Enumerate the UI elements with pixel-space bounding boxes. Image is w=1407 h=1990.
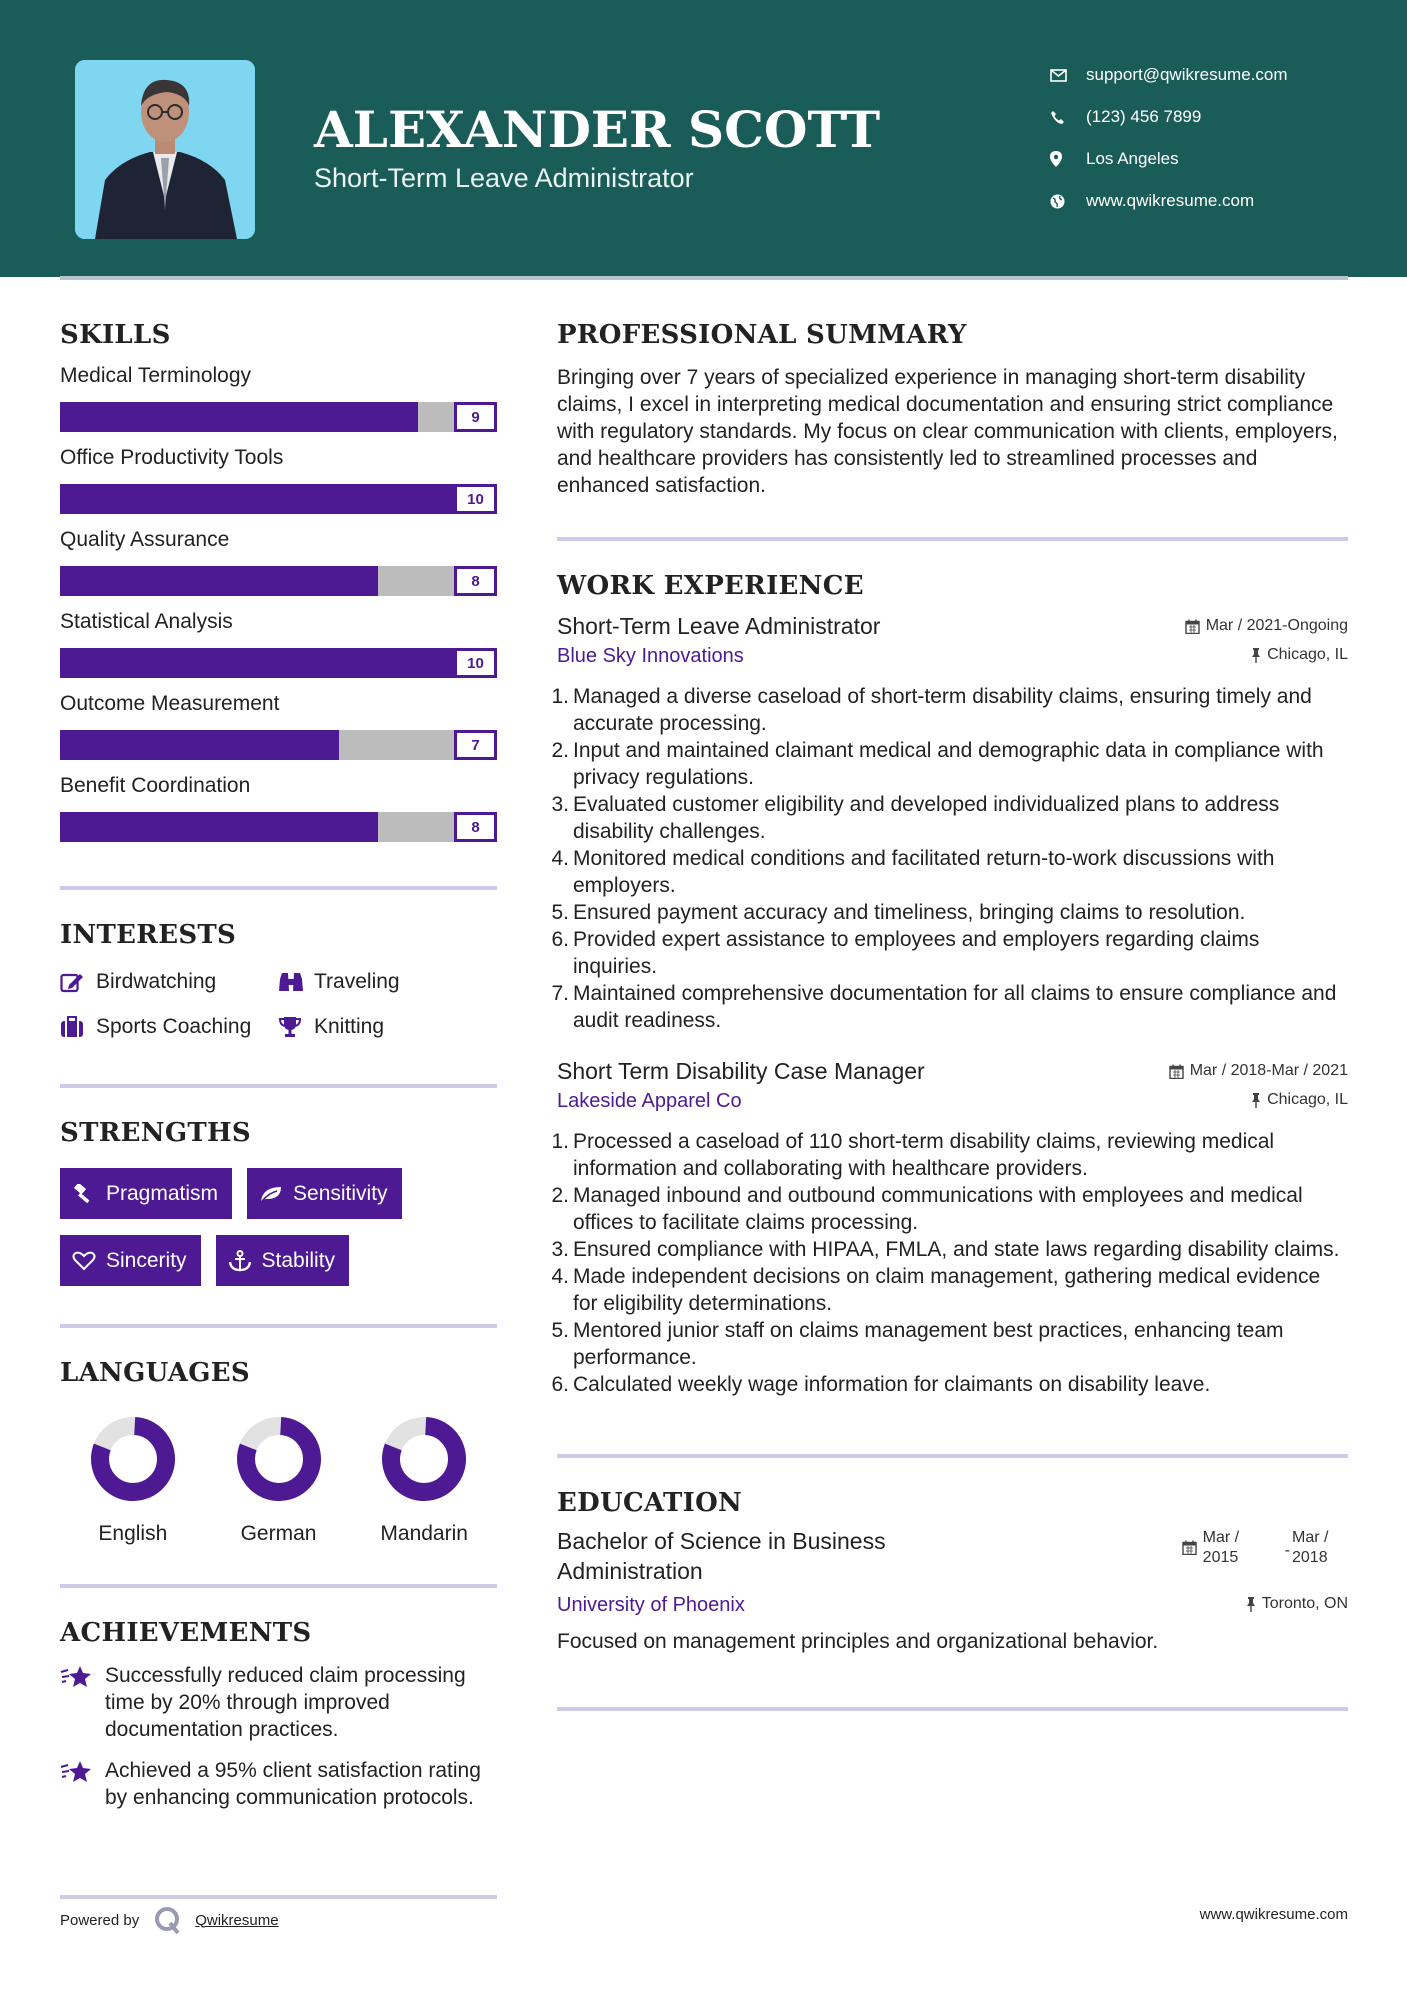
strength-chip: [60, 1168, 232, 1219]
interests-heading: INTERESTS: [60, 920, 237, 950]
summary-text: Bringing over 7 years of specialized experience in managing short-term disability claims, I excel in interpreting medical documentation and ensuring strict compliance with regulatory standards. My focus on clear communication with clients, employers, and healthcare providers has consistently led to streamlined processes and enhanced satisfaction.: [557, 366, 1338, 497]
skill-bar-fill: [60, 812, 378, 842]
education-location: [1246, 1595, 1348, 1613]
skills-section: [60, 320, 497, 842]
interest-item: [60, 1009, 278, 1044]
globe-icon: [1050, 194, 1086, 209]
strength-chip: [216, 1235, 350, 1286]
job-title: Short-Term Leave Administrator: [557, 613, 881, 639]
trophy-icon: [278, 1016, 314, 1038]
skill-bar-fill: [60, 402, 418, 432]
skill-bar-fill: [60, 484, 458, 514]
education-end-date: Mar / 2018: [1292, 1529, 1329, 1566]
summary-section: [557, 320, 1348, 499]
job-location-text: Chicago, IL: [1267, 646, 1348, 663]
skill-label: Outcome Measurement: [60, 692, 280, 715]
skill-item: [60, 524, 497, 596]
job-bullets: [551, 683, 1348, 1034]
skill-bar-fill: [60, 648, 458, 678]
skill-score-badge: 10: [454, 484, 497, 514]
job-subheader: [557, 1086, 1348, 1116]
qwikresume-logo-icon: [153, 1905, 183, 1935]
degree-title: Bachelor of Science in Business Administration: [557, 1528, 886, 1584]
language-label: English: [98, 1522, 168, 1545]
section-divider: [60, 886, 497, 890]
pushpin-icon: [1246, 1597, 1256, 1612]
job-bullet: 6. Calculated weekly wage information for claimants on disability leave.: [551, 1373, 1211, 1396]
footer-divider: [60, 1895, 497, 1899]
footer-website-link[interactable]: www.qwikresume.com: [1199, 1906, 1348, 1923]
achievement-item: [60, 1662, 497, 1743]
skill-item: [60, 360, 497, 432]
skills-heading: SKILLS: [60, 320, 171, 350]
company-name: Blue Sky Innovations: [557, 645, 744, 667]
shooting-star-icon: [60, 1757, 105, 1811]
section-divider: [557, 537, 1348, 541]
language-donut-chart: [236, 1416, 322, 1502]
job-bullet: 5. Mentored junior staff on claims management best practices, enhancing team performance.: [551, 1319, 1284, 1369]
section-divider: [557, 1707, 1348, 1711]
pushpin-icon: [1251, 1093, 1261, 1108]
education-description: Focused on management principles and organizational behavior.: [557, 1630, 1159, 1653]
skill-rating-bar: [60, 730, 497, 760]
skill-rating-bar: [60, 648, 497, 678]
skill-bar-fill: [60, 730, 339, 760]
powered-by: [60, 1905, 497, 1935]
skill-rating-bar: [60, 484, 497, 514]
profile-photo: [75, 60, 255, 239]
skill-score-badge: 7: [454, 730, 497, 760]
strengths-section: [60, 1118, 497, 1286]
candidate-name: ALEXANDER SCOTT: [314, 100, 881, 159]
achievement-text: Successfully reduced claim processing time by 20% through improved documentation practices.: [105, 1664, 466, 1741]
job-title: Short Term Disability Case Manager: [557, 1058, 925, 1084]
job-bullets: [551, 1128, 1348, 1398]
strength-chip: [247, 1168, 402, 1219]
skill-score-badge: 8: [454, 566, 497, 596]
language-item: [206, 1416, 352, 1546]
job-bullet: 4. Made independent decisions on claim management, gathering medical evidence for eligibility determinations.: [551, 1265, 1321, 1315]
gavel-icon: [72, 1184, 106, 1204]
envelope-icon: [1050, 69, 1086, 82]
skill-bar-remaining: [378, 566, 454, 596]
skill-item: [60, 442, 497, 514]
contact-phone[interactable]: [1050, 96, 1390, 138]
job-header: [557, 611, 1348, 641]
skill-rating-bar: [60, 812, 497, 842]
job-dates: [1185, 617, 1348, 635]
contact-website[interactable]: [1050, 180, 1390, 222]
contact-email-text: support@qwikresume.com: [1086, 65, 1288, 84]
skill-rating-bar: [60, 402, 497, 432]
strength-label: Pragmatism: [106, 1181, 219, 1205]
section-divider: [60, 1084, 497, 1088]
interest-label: Sports Coaching: [96, 1014, 252, 1038]
left-column: [60, 320, 497, 1811]
job-header: [557, 1056, 1348, 1086]
experience-heading: WORK EXPERIENCE: [557, 571, 864, 601]
interest-label: Birdwatching: [96, 969, 217, 993]
education-header: [557, 1526, 1348, 1586]
footer-left: [60, 1895, 497, 1935]
section-divider: [60, 1324, 497, 1328]
strengths-list: [60, 1168, 497, 1286]
strengths-heading: STRENGTHS: [60, 1118, 251, 1148]
strength-label: Sincerity: [106, 1248, 187, 1272]
achievements-heading: ACHIEVEMENTS: [60, 1618, 312, 1648]
contact-location: [1050, 138, 1390, 180]
skill-label: Quality Assurance: [60, 528, 230, 551]
summary-heading: PROFESSIONAL SUMMARY: [557, 320, 967, 350]
binoculars-icon: [278, 971, 314, 993]
job-subheader: [557, 641, 1348, 671]
skill-bar-remaining: [378, 812, 454, 842]
job-bullet: 4. Monitored medical conditions and facilitated return-to-work discussions with employers.: [551, 847, 1275, 897]
interests-list: [60, 964, 497, 1044]
education-subheader: [557, 1590, 1348, 1620]
interest-item: [278, 964, 488, 999]
skill-item: [60, 688, 497, 760]
job-bullet: 5. Ensured payment accuracy and timeliness, bringing claims to resolution.: [551, 901, 1246, 924]
interests-section: [60, 920, 497, 1044]
job-location: [1251, 1091, 1348, 1109]
contact-phone-text: (123) 456 7899: [1086, 107, 1202, 126]
school-name: University of Phoenix: [557, 1594, 745, 1616]
calendar-icon: [1169, 1064, 1184, 1079]
job-location: [1251, 646, 1348, 664]
strength-label: Sensitivity: [293, 1181, 388, 1205]
map-marker-icon: [1050, 151, 1086, 167]
resume-header: [0, 0, 1407, 277]
job-dates: [1169, 1062, 1348, 1080]
language-item: [60, 1416, 206, 1546]
contact-website-text: www.qwikresume.com: [1086, 191, 1255, 210]
experience-section: [551, 571, 1348, 1398]
job-entry: [551, 611, 1348, 1034]
skill-score-badge: 8: [454, 812, 497, 842]
shooting-star-icon: [60, 1662, 105, 1743]
interest-item: [278, 1009, 488, 1044]
achievement-item: [60, 1757, 497, 1811]
job-bullet: 7. Maintained comprehensive documentation for all claims to ensure compliance and audit readiness.: [551, 982, 1337, 1032]
job-bullet: 3. Ensured compliance with HIPAA, FMLA, and state laws regarding disability claims.: [551, 1238, 1340, 1261]
education-location-text: Toronto, ON: [1261, 1595, 1348, 1612]
company-name: Lakeside Apparel Co: [557, 1090, 742, 1112]
contact-list: [1050, 54, 1390, 222]
job-bullet: 2. Managed inbound and outbound communications with employees and medical offices to facilitate claims processing.: [551, 1184, 1303, 1234]
education-start-date: Mar / 2015: [1202, 1529, 1240, 1566]
skill-score-badge: 9: [454, 402, 497, 432]
strength-chip: [60, 1235, 201, 1286]
pushpin-icon: [1251, 648, 1261, 663]
job-bullet: 6. Provided expert assistance to employees and employers regarding claims inquiries.: [551, 928, 1260, 978]
job-bullet: 2. Input and maintained claimant medical and demographic data in compliance with privacy regulations.: [551, 739, 1324, 789]
education-heading: EDUCATION: [557, 1488, 743, 1518]
education-dates: [1182, 1528, 1348, 1568]
right-column: [551, 320, 1348, 1711]
education-section: [557, 1488, 1348, 1655]
edit-icon: [60, 971, 96, 993]
languages-list: [60, 1416, 497, 1546]
person-photo-icon: [75, 60, 255, 239]
job-bullet: 3. Evaluated customer eligibility and developed individualized plans to address disability challenges.: [551, 793, 1280, 843]
job-dates-text: Mar / 2021-Ongoing: [1205, 617, 1348, 634]
strength-label: Stability: [261, 1248, 336, 1272]
section-divider: [557, 1454, 1348, 1458]
candidate-title: Short-Term Leave Administrator: [314, 163, 694, 193]
calendar-icon: [1182, 1540, 1197, 1555]
skill-item: [60, 606, 497, 678]
qwikresume-link[interactable]: Qwikresume: [195, 1911, 279, 1929]
language-label: Mandarin: [380, 1522, 468, 1545]
achievements-section: [60, 1618, 497, 1811]
languages-heading: LANGUAGES: [60, 1358, 250, 1388]
job-entry: [551, 1056, 1348, 1398]
contact-email[interactable]: [1050, 54, 1390, 96]
language-donut-chart: [90, 1416, 176, 1502]
skill-score-badge: 10: [454, 648, 497, 678]
interest-item: [60, 964, 278, 999]
skill-bar-remaining: [418, 402, 454, 432]
language-donut-chart: [381, 1416, 467, 1502]
skill-label: Medical Terminology: [60, 364, 252, 387]
contact-location-text: Los Angeles: [1086, 149, 1179, 168]
date-separator: -: [1284, 1542, 1290, 1559]
job-dates-text: Mar / 2018-Mar / 2021: [1189, 1062, 1348, 1079]
job-bullet: 1. Managed a diverse caseload of short-term disability claims, ensuring timely and accurate processing.: [551, 685, 1312, 735]
skill-item: [60, 770, 497, 842]
skill-bar-fill: [60, 566, 378, 596]
skill-bar-remaining: [339, 730, 454, 760]
job-location-text: Chicago, IL: [1267, 1091, 1348, 1108]
powered-by-label: Powered by: [60, 1911, 140, 1929]
heart-icon: [72, 1251, 106, 1271]
leaf-icon: [259, 1185, 293, 1203]
anchor-icon: [228, 1250, 262, 1272]
phone-icon: [1050, 110, 1086, 125]
achievement-text: Achieved a 95% client satisfaction rating by enhancing communication protocols.: [105, 1759, 481, 1809]
language-label: German: [240, 1522, 317, 1545]
section-divider: [60, 1584, 497, 1588]
skill-label: Benefit Coordination: [60, 774, 251, 797]
briefcase-icon: [60, 1016, 96, 1038]
language-item: [351, 1416, 497, 1546]
header-divider: [60, 276, 1348, 280]
calendar-icon: [1185, 619, 1200, 634]
job-bullet: 1. Processed a caseload of 110 short-term disability claims, reviewing medical information and collaborating with healthcare providers.: [551, 1130, 1275, 1180]
skills-list: [60, 360, 497, 842]
languages-section: [60, 1358, 497, 1546]
interest-label: Traveling: [314, 969, 400, 993]
skill-label: Statistical Analysis: [60, 610, 233, 633]
interest-label: Knitting: [314, 1014, 385, 1038]
skill-rating-bar: [60, 566, 497, 596]
skill-label: Office Productivity Tools: [60, 446, 284, 469]
